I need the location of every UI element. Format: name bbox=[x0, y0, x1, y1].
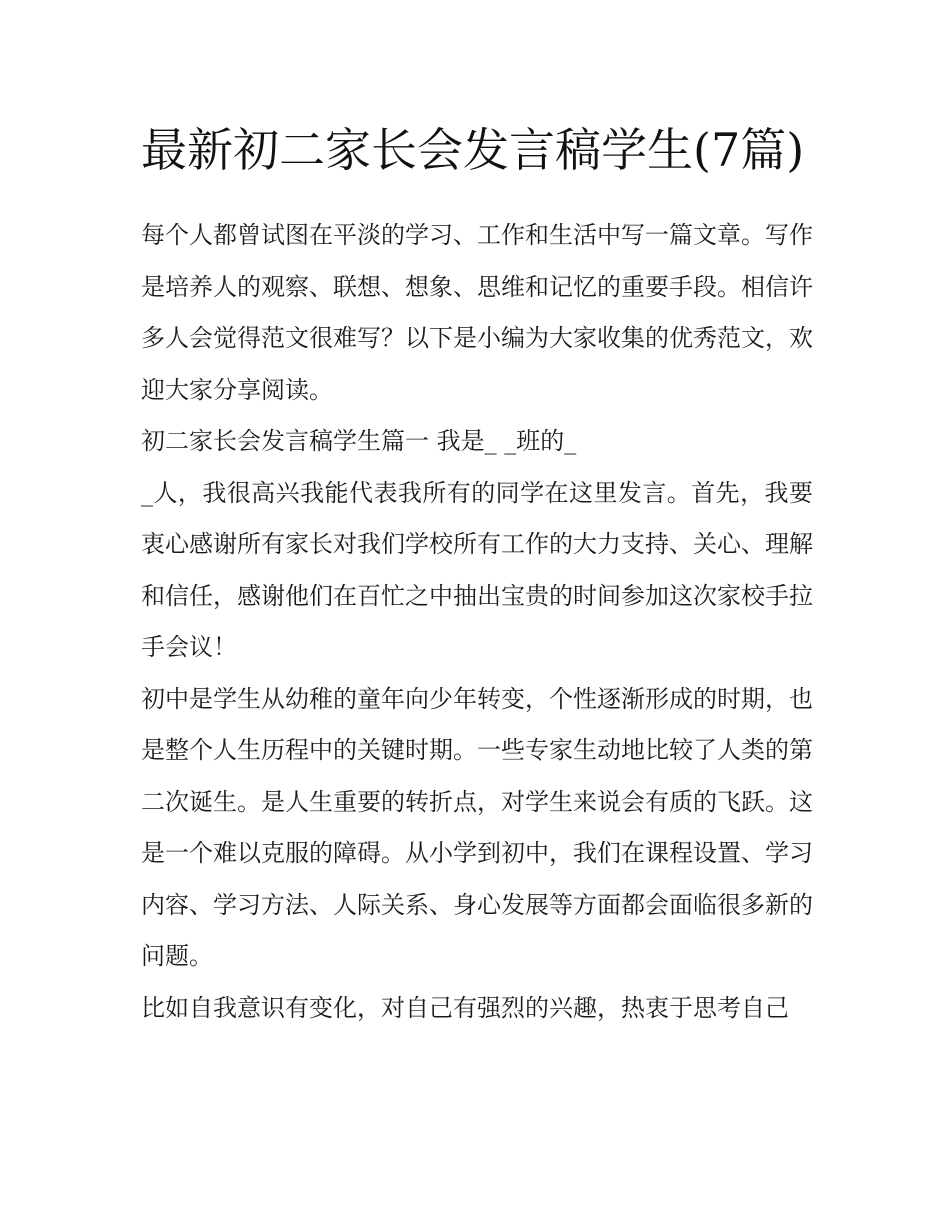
self-awareness-paragraph: 比如自我意识有变化，对自己有强烈的兴趣，热衷于思考自己 bbox=[141, 993, 789, 1022]
intro-paragraph: 每个人都曾试图在平淡的学习、工作和生活中写一篇文章。写作是培养人的观察、联想、想象、思维和记忆的重要手段。相信许多人会觉得范文很难写？以下是小编为大家收集的优秀范文，欢迎大家分享阅读。 bbox=[141, 221, 813, 404]
document-title: 最新初二家长会发言稿学生(7篇) bbox=[141, 123, 805, 177]
junior-high-paragraph: 初中是学生从幼稚的童年向少年转变，个性逐渐形成的时期，也是整个人生历程中的关键时期。一些专家生动地比较了人类的第二次诞生。是人生重要的转折点，对学生来说会有质的飞跃。这是一个难以克服的障碍。从小学到初中，我们在课程设置、学习内容、学习方法、人际关系、身心发展等方面都会面临很多新的问题。 bbox=[141, 684, 813, 970]
section-heading-line: 初二家长会发言稿学生篇一 我是_ _班的_ bbox=[141, 427, 577, 455]
speech-opening-paragraph: _人，我很高兴我能代表我所有的同学在这里发言。首先，我要衷心感谢所有家长对我们学校所有工作的大力支持、关心、理解和信任，感谢他们在百忙之中抽出宝贵的时间参加这次家校手拉手会议！ bbox=[141, 478, 813, 661]
document-body bbox=[141, 112, 813, 1034]
